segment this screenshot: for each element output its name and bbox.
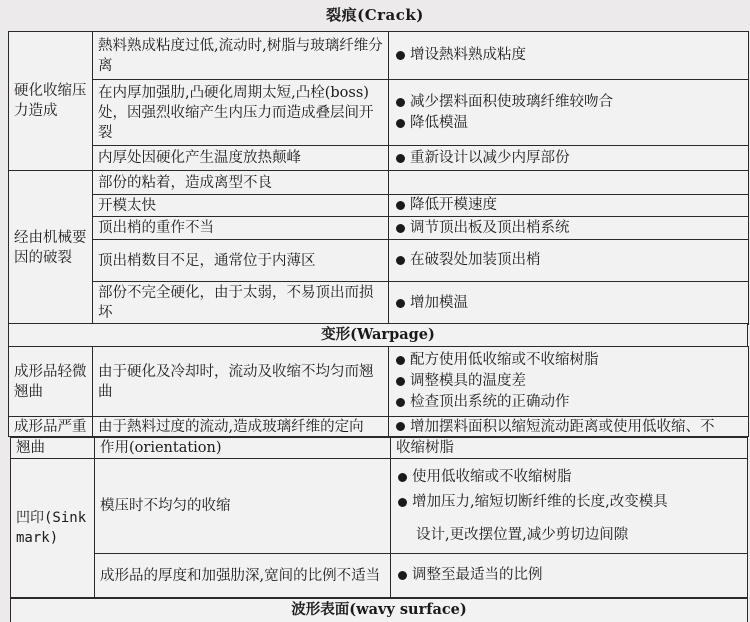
bullet-icon [396,356,405,365]
wavy-section-title: 波形表面(wavy surface) [10,598,748,622]
problem-cell: 作用(orientation) [95,438,391,459]
table-row [9,282,749,325]
problem-cell: 在内厚加强肋,凸硬化周期太短,凸栓(boss)处，因强烈收缩产生内压力而造成叠层间开裂 [93,80,389,146]
problem-cell: 熱料熟成粘度过低,流动时,树脂与玻璃纤维分离 [93,32,389,80]
solution-cell: 减少摆料面积使玻璃纤维较吻合 降低模温 [389,80,749,146]
cause-cell: 凹印(Sink mark) [11,459,95,598]
bullet-icon [398,498,407,507]
bullet-icon [396,299,405,308]
bullet-icon [396,377,405,386]
solution-cell: 使用低收缩或不收缩树脂 增加压力,缩短切断纤维的长度,改变模具 设计,更改摆位置,减少剪切边间隙 [391,459,748,554]
problem-cell: 顶出梢的重作不当 [93,217,389,240]
bullet-icon [396,154,405,163]
table-row [9,217,749,240]
solution-cell: 降低开模速度 [389,195,749,217]
table-row [9,146,749,171]
crack-section-title: 裂痕(Crack) [326,6,424,24]
bullet-icon [396,51,405,60]
bullet-icon [396,224,405,233]
solution-cell [389,171,749,195]
table-row [9,240,749,282]
solution-cell: 调整至最适当的比例 [391,554,748,598]
bullet-icon [396,398,405,407]
problem-cell: 成形品的厚度和加强肋深,宽间的比例不适当 [95,554,391,598]
problem-cell: 部份不完全硬化，由于太弱，不易顶出而损坏 [93,282,389,325]
table-row [9,171,749,195]
problem-cell: 开模太快 [93,195,389,217]
problem-cell: 顶出梢数目不足，通常位于内薄区 [93,240,389,282]
table-row [11,438,748,459]
problem-cell: 模压时不均匀的收缩 [95,459,391,554]
sink-table [10,437,748,598]
bullet-icon [396,201,405,210]
table-row [9,80,749,146]
cause-cell: 成形品严重 [9,417,93,437]
cause-cell: 翘曲 [11,438,95,459]
bullet-icon [396,256,405,265]
warpage-section-title: 变形(Warpage) [8,323,748,347]
bullet-icon [398,571,407,580]
solution-cell: 重新设计以减少内厚部份 [389,146,749,171]
solution-cell: 收缩树脂 [391,438,748,459]
cause-cell: 经由机械要因的破裂 [9,171,93,325]
bullet-icon [396,98,405,107]
solution-cell: 增加摆料面积以缩短流动距离或使用低收缩、不 [389,417,749,437]
bullet-icon [396,422,405,431]
cause-cell: 成形品轻微翘曲 [9,347,93,417]
solution-cell: 在破裂处加装顶出梢 [389,240,749,282]
solution-cell: 增加模温 [389,282,749,325]
table-row [11,459,748,554]
table-row [9,195,749,217]
bullet-icon [398,473,407,482]
crack-table [8,31,749,325]
problem-cell: 由于熱料过度的流动,造成玻璃纤维的定向 [93,417,389,437]
solution-cell: 增设熱料熟成粘度 [389,32,749,80]
problem-cell: 由于硬化及冷却时，流动及收缩不均匀而翘曲 [93,347,389,417]
table-row [9,32,749,80]
table-row [11,554,748,598]
problem-cell: 内厚处因硬化产生温度放热颠峰 [93,146,389,171]
table-row [9,417,749,437]
cause-cell: 硬化收缩压力造成 [9,32,93,171]
warpage-severe-top [8,416,749,437]
solution-cell: 配方使用低收缩或不收缩树脂 调整模具的温度差 检查顶出系统的正确动作 [389,347,749,417]
bullet-icon [396,119,405,128]
warpage-table [8,346,749,417]
table-row [9,347,749,417]
problem-cell: 部份的粘着，造成离型不良 [93,171,389,195]
solution-cell: 调节顶出板及顶出梢系统 [389,217,749,240]
